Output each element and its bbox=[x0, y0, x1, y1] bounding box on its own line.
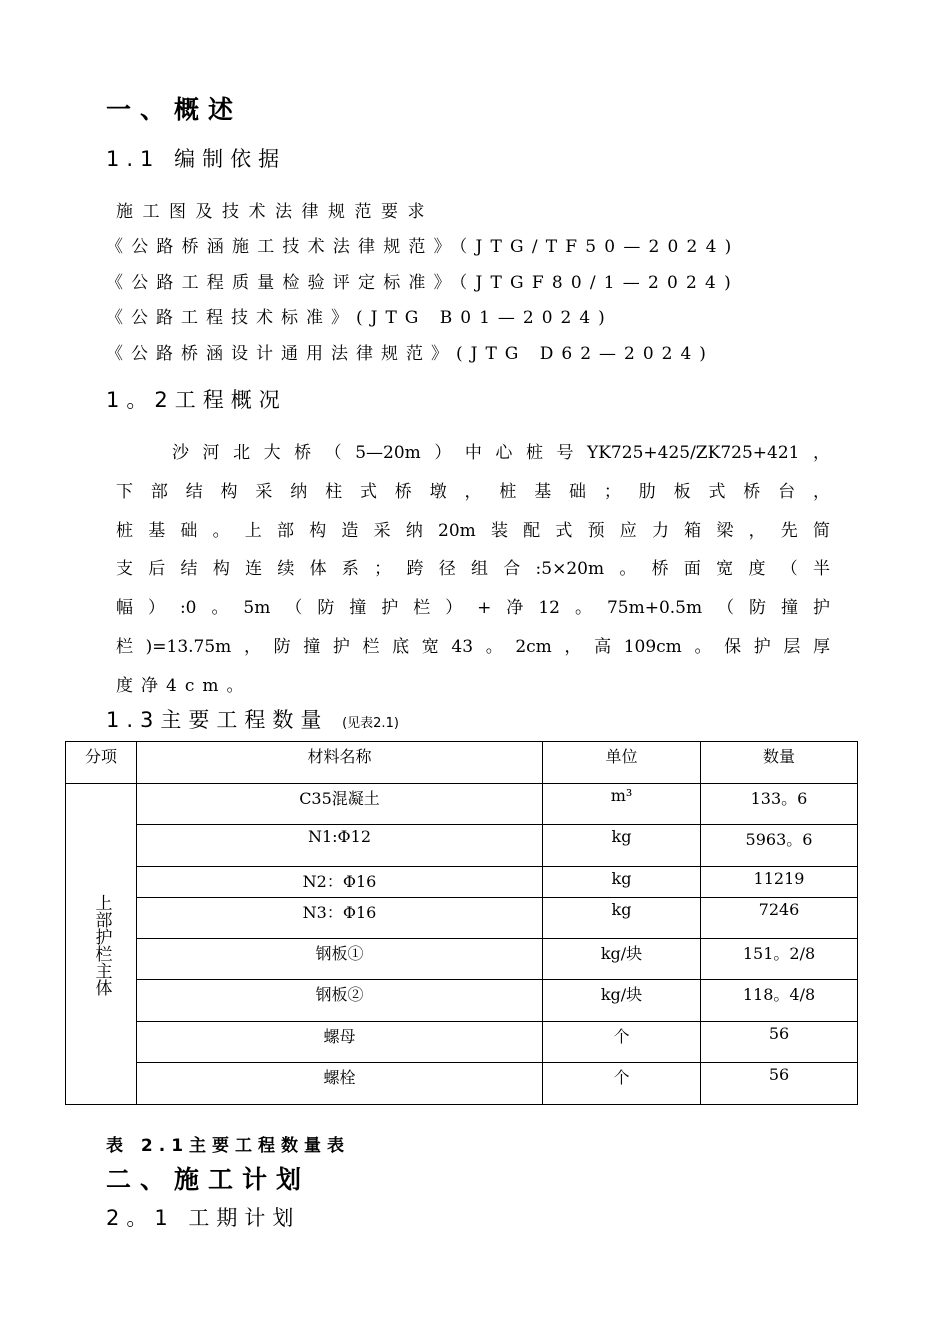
overview-line: 下部结构采纳柱式桥墩，桩基础；肋板式桥台， bbox=[116, 482, 830, 502]
material-name: 钢板② bbox=[137, 980, 543, 1022]
table-row bbox=[66, 867, 858, 898]
material-name: 钢板① bbox=[137, 939, 543, 980]
overview-line: 幅）:0。5m（防撞护栏）+净12。75m+0.5m（防撞护 bbox=[116, 598, 830, 618]
table-row bbox=[66, 898, 858, 939]
reference-item: 《公路桥涵设计通用法律规范》(JTG D62—2024) bbox=[106, 344, 714, 364]
quantity: 133。6 bbox=[701, 784, 858, 825]
header-material-name: 材料名称 bbox=[137, 742, 543, 784]
table-row bbox=[66, 1063, 858, 1105]
section-2-title: 二、施工计划 bbox=[106, 1165, 311, 1194]
overview-line: 栏)=13.75m，防撞护栏底宽43。2cm，高109cm。保护层厚 bbox=[116, 637, 830, 657]
quantity: 151。2/8 bbox=[701, 939, 858, 980]
table-row bbox=[66, 825, 858, 867]
quantity: 5963。6 bbox=[701, 825, 858, 867]
table-reference-note: (见表2.1) bbox=[342, 716, 399, 731]
table-caption: 表 2.1主要工程数量表 bbox=[106, 1136, 351, 1156]
group-cell bbox=[66, 784, 137, 1105]
material-name: 螺栓 bbox=[137, 1063, 543, 1105]
unit: kg/块 bbox=[543, 980, 701, 1022]
unit: kg bbox=[543, 898, 701, 939]
unit: kg/块 bbox=[543, 939, 701, 980]
table-row bbox=[66, 1022, 858, 1063]
unit: kg bbox=[543, 825, 701, 867]
group-label: 上部护栏主体 bbox=[91, 894, 112, 996]
reference-item: 施工图及技术法律规范要求 bbox=[116, 202, 434, 222]
reference-item: 《公路桥涵施工技术法律规范》（JTG/TF50—2024) bbox=[106, 237, 740, 257]
quantity: 11219 bbox=[701, 867, 858, 898]
reference-item: 《公路工程质量检验评定标准》（JTGF80/1—2024) bbox=[106, 273, 739, 293]
section-1-3-title-text: 1.3主要工程数量 bbox=[106, 708, 329, 732]
quantity-table bbox=[65, 741, 858, 1105]
table-header-row bbox=[66, 742, 858, 784]
section-2-1-title: 2。1 工期计划 bbox=[106, 1206, 301, 1230]
header-category: 分项 bbox=[66, 742, 137, 784]
header-quantity: 数量 bbox=[701, 742, 858, 784]
material-name: N2：Φ16 bbox=[137, 867, 543, 898]
section-1-3-title bbox=[106, 704, 399, 734]
unit: 个 bbox=[543, 1063, 701, 1105]
table-row bbox=[66, 939, 858, 980]
overview-line: 度净4cm。 bbox=[116, 676, 252, 696]
table-row bbox=[66, 784, 858, 825]
overview-line: 沙河北大桥（5—20m）中心桩号YK725+425/ZK725+421， bbox=[172, 443, 830, 463]
section-1-1-title: 1.1 编制依据 bbox=[106, 147, 287, 171]
material-name: 螺母 bbox=[137, 1022, 543, 1063]
section-1-2-title: 1。2工程概况 bbox=[106, 388, 287, 412]
reference-item: 《公路工程技术标准》(JTG B01—2024) bbox=[106, 308, 613, 328]
overview-line: 支后结构连续体系；跨径组合:5×20m。桥面宽度（半 bbox=[116, 559, 830, 579]
material-name: C35混凝土 bbox=[137, 784, 543, 825]
material-name: N3：Φ16 bbox=[137, 898, 543, 939]
table-row bbox=[66, 980, 858, 1022]
quantity: 56 bbox=[701, 1063, 858, 1105]
quantity: 118。4/8 bbox=[701, 980, 858, 1022]
quantity: 7246 bbox=[701, 898, 858, 939]
unit: 个 bbox=[543, 1022, 701, 1063]
unit: kg bbox=[543, 867, 701, 898]
section-1-title: 一、概述 bbox=[106, 95, 243, 124]
header-unit: 单位 bbox=[543, 742, 701, 784]
quantity: 56 bbox=[701, 1022, 858, 1063]
material-name: N1:Φ12 bbox=[137, 825, 543, 867]
unit: m³ bbox=[543, 784, 701, 825]
overview-line: 桩基础。上部构造采纳20m装配式预应力箱梁，先简 bbox=[116, 521, 830, 541]
